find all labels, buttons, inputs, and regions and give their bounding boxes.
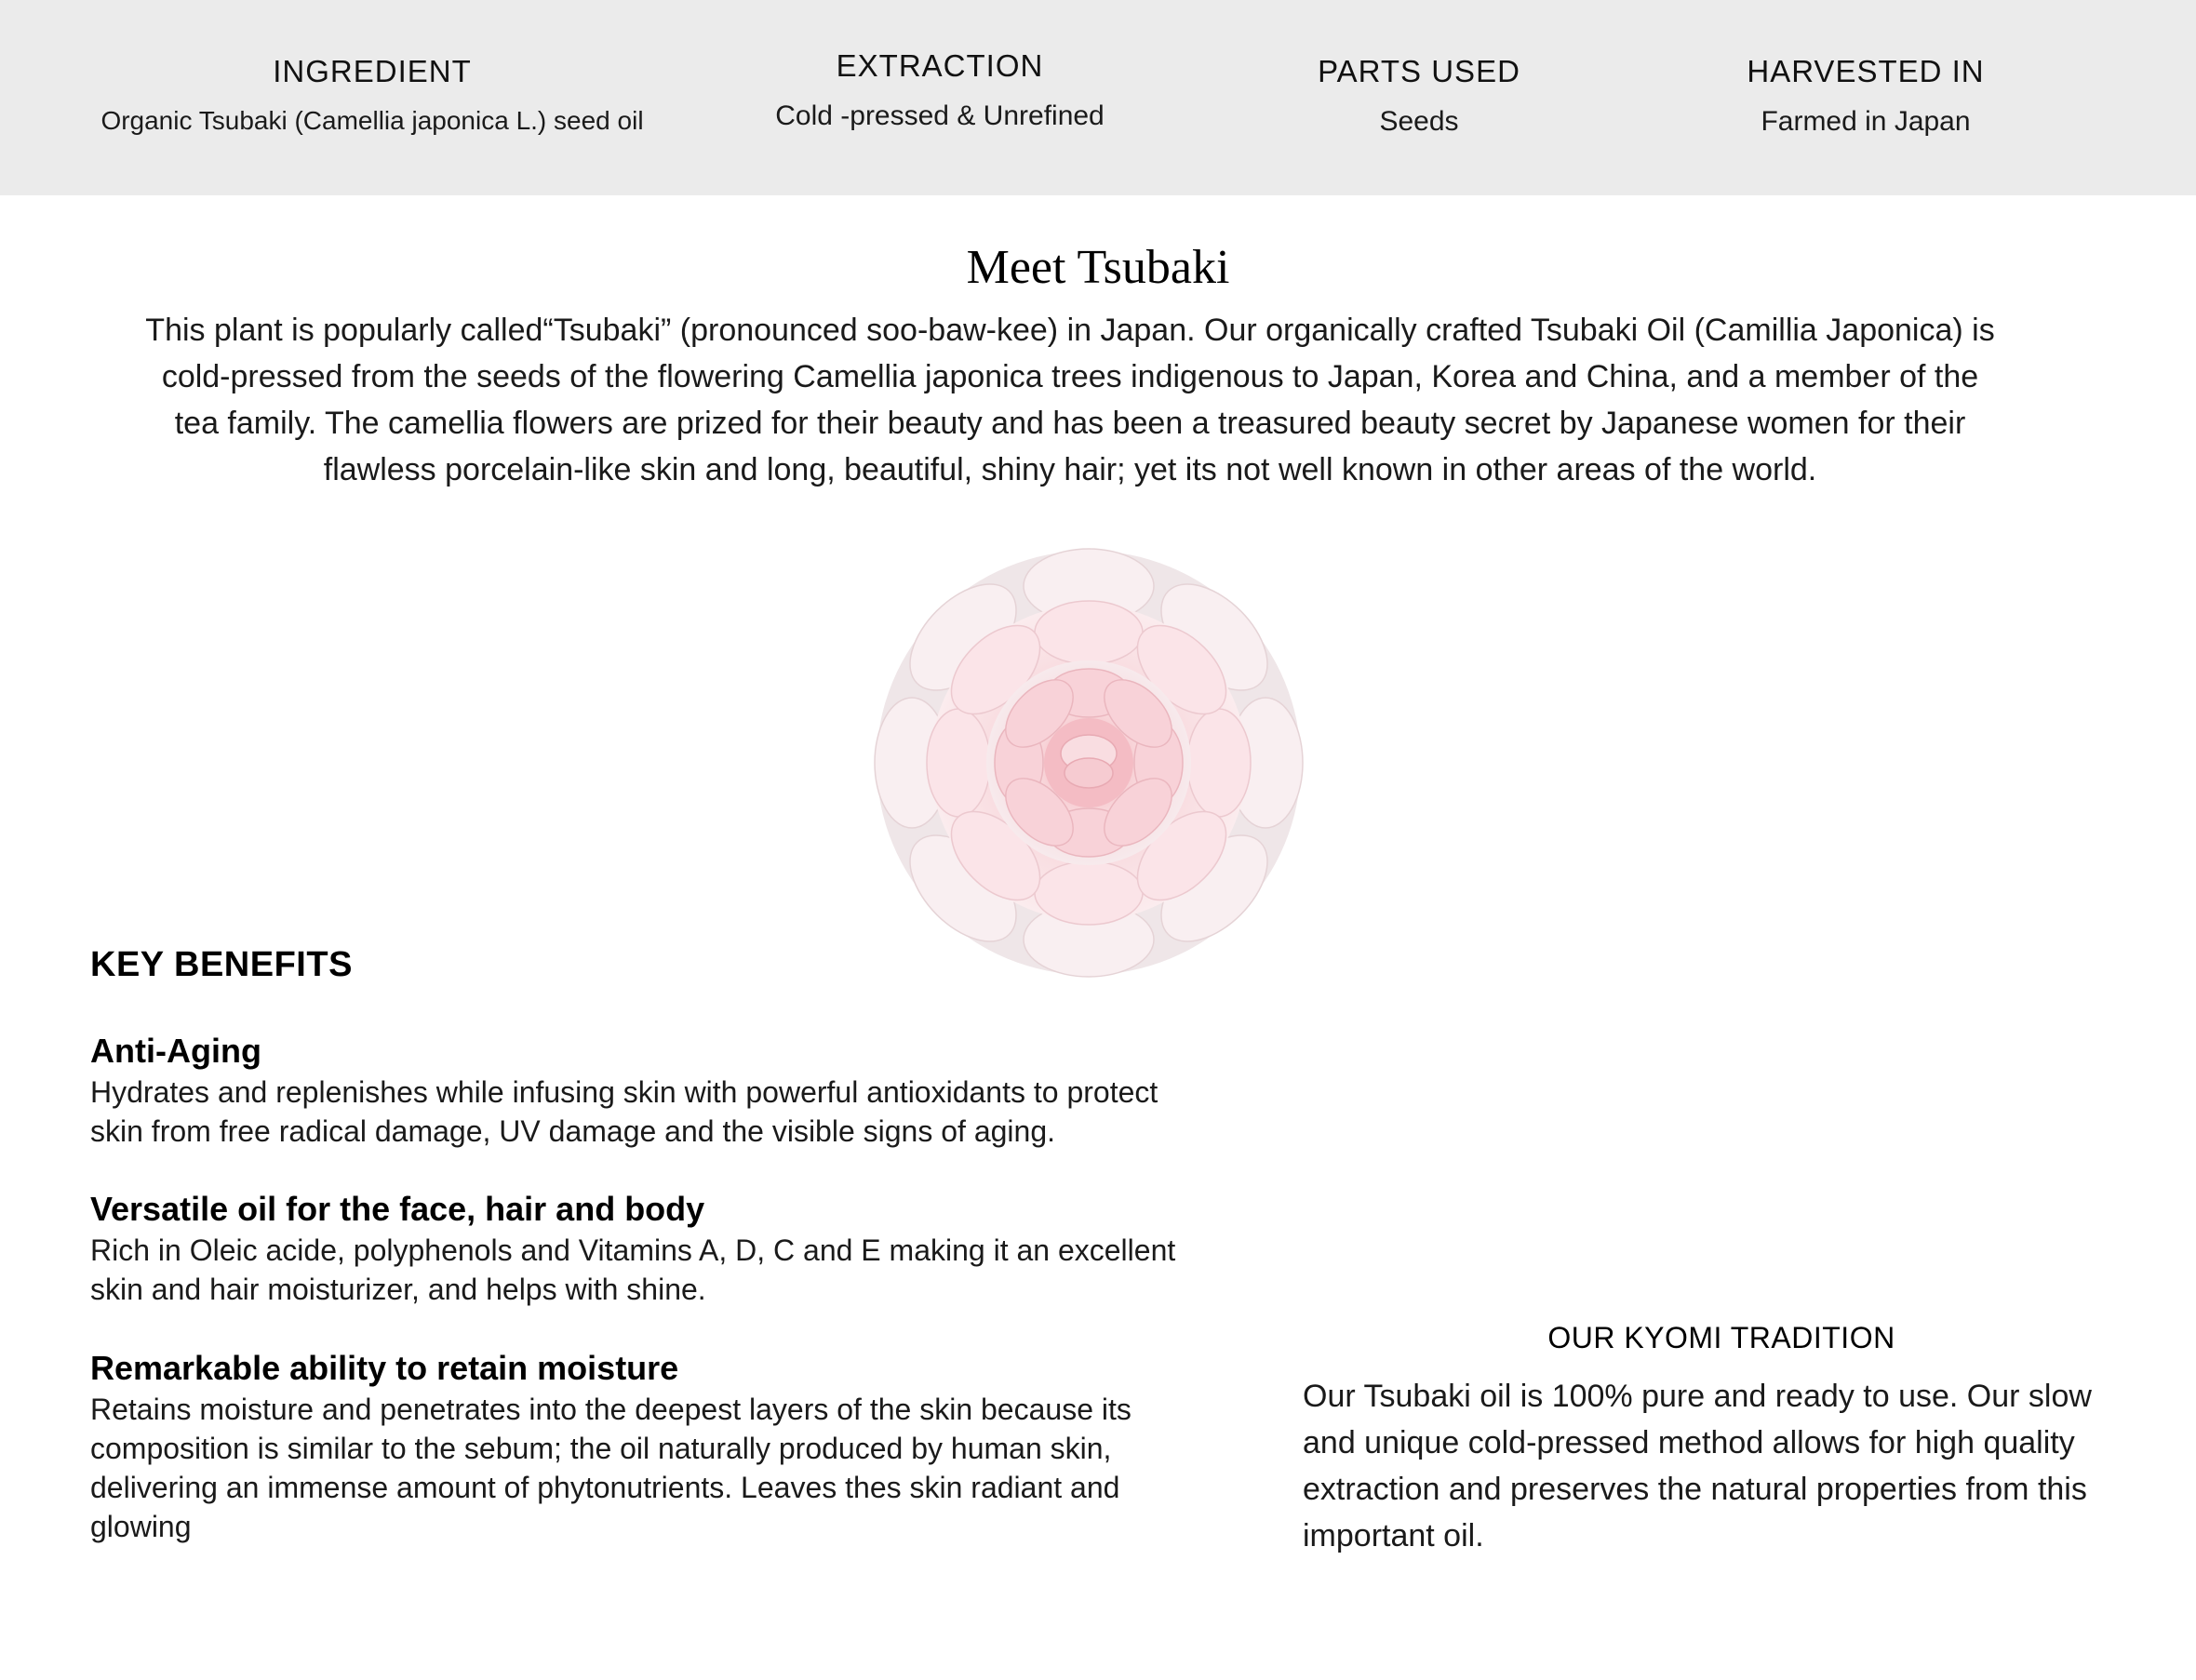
- spec-harvested-in: [1577, 54, 2154, 138]
- benefit-retain-moisture: [90, 1347, 1188, 1546]
- intro-paragraph: This plant is popularly called“Tsubaki” (pronounced soo-baw-kee) in Japan. Our organically crafted Tsubaki Oil (Camillia Japonica) is cold-pressed from the seeds of the flowering Camellia japonica trees indigenous to Japan, Korea and China, and a member of the tea family. The camellia flowers are prized for their beauty and has been a treasured beauty secret by Japanese women for their flawless porcelain-like skin and long, beautiful, shiny hair; yet its not well known in other areas of the world.: [145, 313, 1995, 487]
- spec-heading: HARVESTED IN: [1747, 54, 1985, 88]
- meet-title: Meet Tsubaki: [966, 241, 1230, 294]
- camellia-flower-icon: [870, 544, 1307, 981]
- benefit-text: Retains moisture and penetrates into the deepest layers of the skin because its composition is similar to the sebum; the oil naturally produced by human skin, delivering an immense amount of phytonutrients. Leaves thes skin radiant and glowing: [90, 1393, 1131, 1543]
- benefit-heading: Anti-Aging: [90, 1032, 261, 1070]
- key-benefits-title: KEY BENEFITS: [90, 945, 353, 984]
- benefit-heading: Versatile oil for the face, hair and body: [90, 1190, 705, 1228]
- benefit-anti-aging: [90, 1030, 1188, 1151]
- tradition-title: OUR KYOMI TRADITION: [1547, 1321, 1895, 1354]
- spec-heading: INGREDIENT: [273, 54, 472, 88]
- spec-band: [0, 0, 2196, 195]
- benefit-versatile-oil: [90, 1188, 1188, 1309]
- spec-heading: PARTS USED: [1318, 54, 1520, 88]
- spec-value: Farmed in Japan: [1761, 106, 1971, 137]
- benefit-text: Hydrates and replenishes while infusing skin with powerful antioxidants to protect skin from free radical damage, UV damage and the visible signs of aging.: [90, 1075, 1158, 1148]
- benefit-text: Rich in Oleic acide, polyphenols and Vitamins A, D, C and E making it an excellent skin and hair moisturizer, and helps with shine.: [90, 1233, 1176, 1306]
- spec-value: Seeds: [1379, 106, 1459, 137]
- tradition-text: Our Tsubaki oil is 100% pure and ready to use. Our slow and unique cold-pressed method allows for high quality extraction and preserves the natural properties from this important oil.: [1303, 1379, 2092, 1553]
- spec-value: Cold -pressed & Unrefined: [775, 100, 1105, 131]
- spec-ingredient: [84, 54, 661, 136]
- spec-value: Organic Tsubaki (Camellia japonica L.) seed oil: [100, 106, 644, 135]
- benefit-heading: Remarkable ability to retain moisture: [90, 1349, 679, 1387]
- spec-heading: EXTRACTION: [836, 48, 1044, 83]
